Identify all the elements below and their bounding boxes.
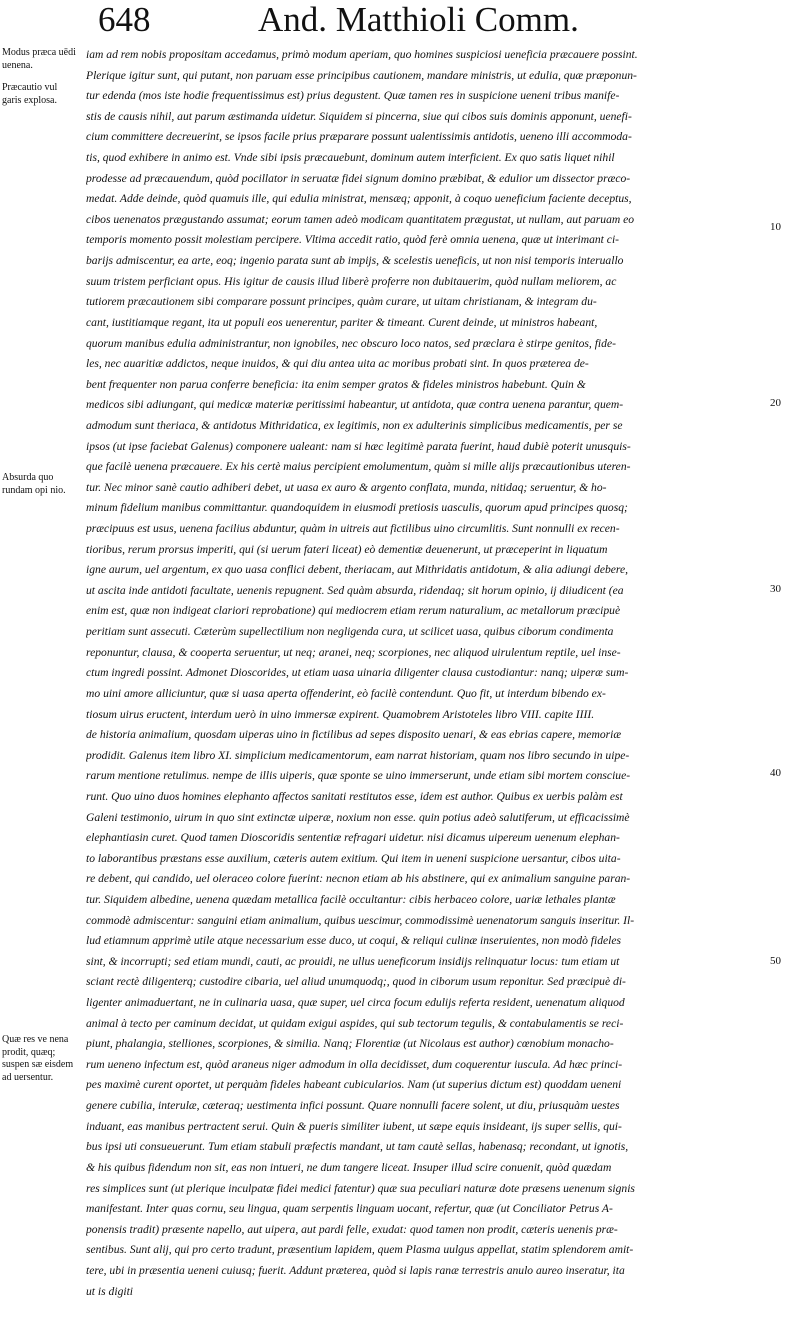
text-line: cibos uenenatos prægustando assumat; eorum tamen adeò modicam quantitatem prægustat, ut nullam, aut paruam eo bbox=[86, 212, 635, 226]
margin-note: Modus præca uēdi uenena. bbox=[2, 47, 76, 71]
text-line: ipsos (ut ipse faciebat Galenus) componere ualeant: nam si hæc legitimè parata fuerint, haud dubiè poterit unusquis- bbox=[86, 439, 631, 453]
main-text-column bbox=[86, 45, 768, 1323]
text-line: quorum manibus edulia administrantur, non ignobiles, nec obscuro loco natos, sed præclara è stirpe genitos, fide- bbox=[86, 336, 616, 350]
text-line: mo uini amore alliciuntur, quæ si uasa aperta offenderint, eò facilè contendunt. Quo fit, ut interdum bibendo ex- bbox=[86, 686, 606, 700]
text-line: res simplices sunt (ut plerique inculpatæ fidei medici fatentur) quæ sua peculiari naturæ dote præsens uenenum signis bbox=[86, 1181, 635, 1195]
text-line: tere, ubi in præsentia ueneni cuiusq; fuerit. Addunt præterea, quòd si lapis ranæ terrestris anulo aureo inseratur, ita bbox=[86, 1263, 625, 1277]
text-line: prodesse ad præcauendum, quòd pocillator in seruatæ fidei signum domino præbibat, & edulior um dissector præco- bbox=[86, 171, 631, 185]
text-line: barijs admiscentur, ea arte, eoq; ingenio parata sunt ab impijs, & scelestis ueneficis, ut non nisi temporis interuallo bbox=[86, 254, 624, 268]
text-line: suum tristem perficiant opus. His igitur de causis illud liberè proferre non dubitauerim, quòd nullam meliorem, ac bbox=[86, 274, 617, 288]
text-line: rarum mentione retulimus. nempe de illis uiperis, quæ sponte se uino immerserunt, unde etiam sibi mortem consciue- bbox=[86, 769, 631, 783]
text-line: Plerique igitur sunt, qui putant, non paruam esse principibus cautionem, mandare ministris, ut edulia, quæ præponun- bbox=[86, 68, 637, 82]
text-line bbox=[86, 1302, 768, 1323]
text-line: bus ipsi uti consueuerunt. Tum etiam stabuli præfectis mandant, ut tam cautè sellas, habenasq; recondant, ut ignotis, bbox=[86, 1140, 629, 1154]
running-head: And. Matthioli Comm. bbox=[258, 0, 579, 39]
text-line: minum fidelium manibus committantur. quandoquidem in eiusmodi pretiosis uasculis, quorum apud principes quosq; bbox=[86, 501, 628, 515]
text-line: tis, quod exhibere in animo est. Vnde sibi ipsis præcauebunt, dominum autem interficient. Ex quo satis liquet nihil bbox=[86, 151, 615, 165]
line-number: 20 bbox=[770, 397, 781, 409]
text-line: manifestant. Inter quas cornu, seu lingua, quam serpentis linguam uocant, refertur, quæ (ut Conciliator Petrus A- bbox=[86, 1202, 613, 1216]
text-line: admodum sunt theriaca, & antidotus Mithridatica, ex legitimis, non ex adulterinis simplicibus medicamentis, per se bbox=[86, 418, 623, 432]
text-line: genere cubilia, interulæ, cæteraq; uestimenta infici possunt. Quare nonnulli facere solent, ut diu, priusquàm uestes bbox=[86, 1099, 620, 1113]
text-line: igne aurum, uel argentum, ex quo uasa conflici debent, theriacam, aut Mithridatis antidotum, & alia adiungi debere, bbox=[86, 563, 629, 577]
text-line: re debent, qui candido, uel oleraceo colore fuerint: necnon etiam ab his abstinere, qui ex animalium sanguine paran- bbox=[86, 872, 631, 886]
page-number: 648 bbox=[98, 0, 151, 39]
text-line: temporis momento possit molestiam percipere. Vltima accedit ratio, quòd ferè omnia uenena, quæ ut interimant ci- bbox=[86, 233, 620, 247]
text-line: ligenter animaduertant, ne in culinaria uasa, quæ super, uel circa focum edulijs referta resident, uenenatum aliquod bbox=[86, 996, 625, 1010]
text-line: les, nec auaritiæ addictos, neque inuidos, & qui diu antea uita ac moribus probati sint. In quos præterea de- bbox=[86, 357, 589, 371]
text-line: medicos sibi adiungant, qui medicæ materiæ peritissimi habeantur, ut antidota, quæ contra uenena parantur, quem- bbox=[86, 398, 624, 412]
line-number: 40 bbox=[770, 767, 781, 779]
text-line: to laborantibus præstans esse auxilium, cæteris autem exitium. Qui item in ueneni suspicione uersantur, cibos uita- bbox=[86, 851, 621, 865]
text-line: elephantiasin curet. Quod tamen Dioscoridis sententiæ refragari uidetur. nisi dicamus uipereum uenenum elephan- bbox=[86, 831, 620, 845]
text-line: que facilè uenena præcauere. Ex his certè maius percipient emolumentum, quàm si mille alijs præcautionibus uteren- bbox=[86, 460, 631, 474]
text-line: rum ueneno infectum est, quòd araneus niger admodum in olla decidisset, dum coquerentur iuscula. Ad hæc princi- bbox=[86, 1057, 623, 1071]
margin-note: Absurda quo rundam opi nio. bbox=[2, 472, 66, 496]
text-line: induant, eas manibus pertractent serui. Quin & pueris similiter iubent, ut sæpe equis insideant, ijs super sellis, qui- bbox=[86, 1119, 622, 1133]
text-line: piunt, phalangia, stelliones, scorpiones, & similia. Nanq; Florentiæ (ut Nicolaus est author) cœnobium monacho- bbox=[86, 1037, 614, 1051]
text-line: tur. Siquidem albedine, uenena quædam metallica facilè occultantur: cibis herbaceo colore, uariæ lethales plantæ bbox=[86, 892, 616, 906]
text-line: runt. Quo uino duos homines elephanto affectos sanitati restitutos esse, idem est author. Quibus ex uerbis palàm est bbox=[86, 789, 623, 803]
text-line: sentibus. Sunt alij, qui pro certo tradunt, præsentium lapidem, quem Plasma uulgus appellat, statim splendorem amit- bbox=[86, 1243, 634, 1257]
text-line: cant, iustitiamque regant, ita ut populi eos uenerentur, pariter & timeant. Curent deinde, ut ministros habeant, bbox=[86, 315, 598, 329]
text-line: tiosum uirus eructent, interdum uerò in uino immersæ expirent. Quamobrem Aristoteles libro VIII. capite IIII. bbox=[86, 707, 595, 721]
page-header bbox=[0, 0, 787, 44]
text-line: prodidit. Galenus item libro XI. simplicium medicamentorum, eam narrat historiam, quam nos libro secundo in uipe- bbox=[86, 748, 630, 762]
line-number: 50 bbox=[770, 955, 781, 967]
text-line: ut is digiti bbox=[86, 1284, 134, 1298]
text-line: stis de causis nihil, aut parum æstimanda uidetur. Siquidem si pincerna, siue qui cibos suis dominis apponunt, uenefi- bbox=[86, 109, 632, 123]
text-line: lud etiamnum apprimè utile atque necessarium esse duco, ut coqui, & reliqui culinæ inseruientes, non modò fideles bbox=[86, 934, 622, 948]
text-line: medat. Adde deinde, quòd quamuis ille, qui edulia ministrat, mensæq; apponit, à coquo ueneficium faciente deceptus, bbox=[86, 192, 632, 206]
text-line: peritiam sunt assecuti. Cæterùm supellectilium non negligenda cura, ut scilicet uasa, quibus ciborum condimenta bbox=[86, 625, 614, 639]
text-line: tutiorem præcautionem sibi comparare possunt principes, quàm curare, ut uitam christianam, & integram du- bbox=[86, 295, 597, 309]
text-line: sciant rectè diligenterq; custodire cibaria, uel aliud unumquodq;, quod in ciborum usum reponitur. Sed præcipuè di- bbox=[86, 975, 626, 989]
text-line: cium committere decreuerint, se ipsos facile prius præparare possunt ualentissimis antidotis, ueneno illi accommoda- bbox=[86, 130, 632, 144]
text-line: tur. Nec minor sanè cautio adhiberi debet, ut uasa ex auro & argento conflata, munda, nitidaq; seruentur, & ho- bbox=[86, 480, 607, 494]
text-line: ut ascita inde antidoti facultate, uenenis repugnent. Sed quàm absurda, ridendaq; sit horum opinio, ij diiudicent (ea bbox=[86, 583, 624, 597]
text-line: bent frequenter non parua conferre beneficia: ita enim semper gratos & fideles ministros habebunt. Quin & bbox=[86, 377, 586, 391]
line-number: 10 bbox=[770, 221, 781, 233]
text-line: de historia animalium, quosdam uiperas uino in fictilibus ad sepes disposito uenari, & eas ebrias capere, memoriæ bbox=[86, 728, 622, 742]
text-line: & his quibus fidendum non sit, eas non intueri, ne dum tangere liceat. Insuper illud scire conuenit, quòd quædam bbox=[86, 1160, 612, 1174]
text-line: Galeni testimonio, uirum in quo sint extinctæ uiperæ, noxium non esse. quin potius adeò salutiferum, ut efficacissimè bbox=[86, 810, 630, 824]
line-number: 30 bbox=[770, 583, 781, 595]
text-line: sint, & incorrupti; sed etiam mundi, cauti, ac prouidi, ne ullus ueneficorum insidijs relinquatur locus: tum etiam ut bbox=[86, 954, 620, 968]
text-line: animal à tecto per caminum decidat, ut quidam exigui aspides, qui sub tectorum tegulis, & contabulamentis se reci- bbox=[86, 1016, 624, 1030]
text-line: præcipuus est usus, uenena facilius abduntur, quàm in uitreis aut fictilibus uino circumlitis. Sunt nonnulli ex recen- bbox=[86, 522, 620, 536]
margin-note: Quæ res ve nena prodit, quæq; suspen sæ eisdem ad uersentur. bbox=[2, 1034, 74, 1083]
text-line: ponensis tradit) præsente napello, aut uipera, aut pardi felle, exudat: quod tamen non prodit, cæteris uenenis præ- bbox=[86, 1222, 618, 1236]
text-line: commodè admiscentur: sanguini etiam animalium, quibus uescimur, commodissimè uenenatorum sanguis inseritur. Il- bbox=[86, 913, 635, 927]
text-line: enim est, quæ non indigeat clariori reprobatione) qui mediocrem etiam rerum naturalium, ac metallorum præcipuè bbox=[86, 604, 621, 618]
text-line: pes maximè curent oportet, ut perquàm fideles habeant cubicularios. Nam (ut superius dictum est) quoddam ueneni bbox=[86, 1078, 622, 1092]
text-line: reponuntur, clausa, & cooperta seruentur, ut neq; aranei, neq; scorpiones, nec aliquod uirulentum reptile, uel inse- bbox=[86, 645, 621, 659]
text-line: iam ad rem nobis propositam accedamus, primò modum aperiam, quo homines suspiciosi ueneficia præcauere possint. bbox=[86, 48, 638, 61]
text-line: tur edenda (mos iste hodie frequentissimus est) prius degustent. Quæ tamen res in suspicione ueneni tribus manife- bbox=[86, 89, 620, 103]
text-line: ctum ingredi possint. Admonet Dioscorides, ut etiam uasa uinaria diligenter clausa custodiantur: nanq; uiperæ sum- bbox=[86, 666, 629, 680]
text-line: tioribus, rerum prorsus imperiti, qui (si uerum fateri liceat) eò dementiæ deuenerunt, ut præceperint in liquatum bbox=[86, 542, 608, 556]
margin-note: Præcautio vul garis explosa. bbox=[2, 82, 58, 106]
